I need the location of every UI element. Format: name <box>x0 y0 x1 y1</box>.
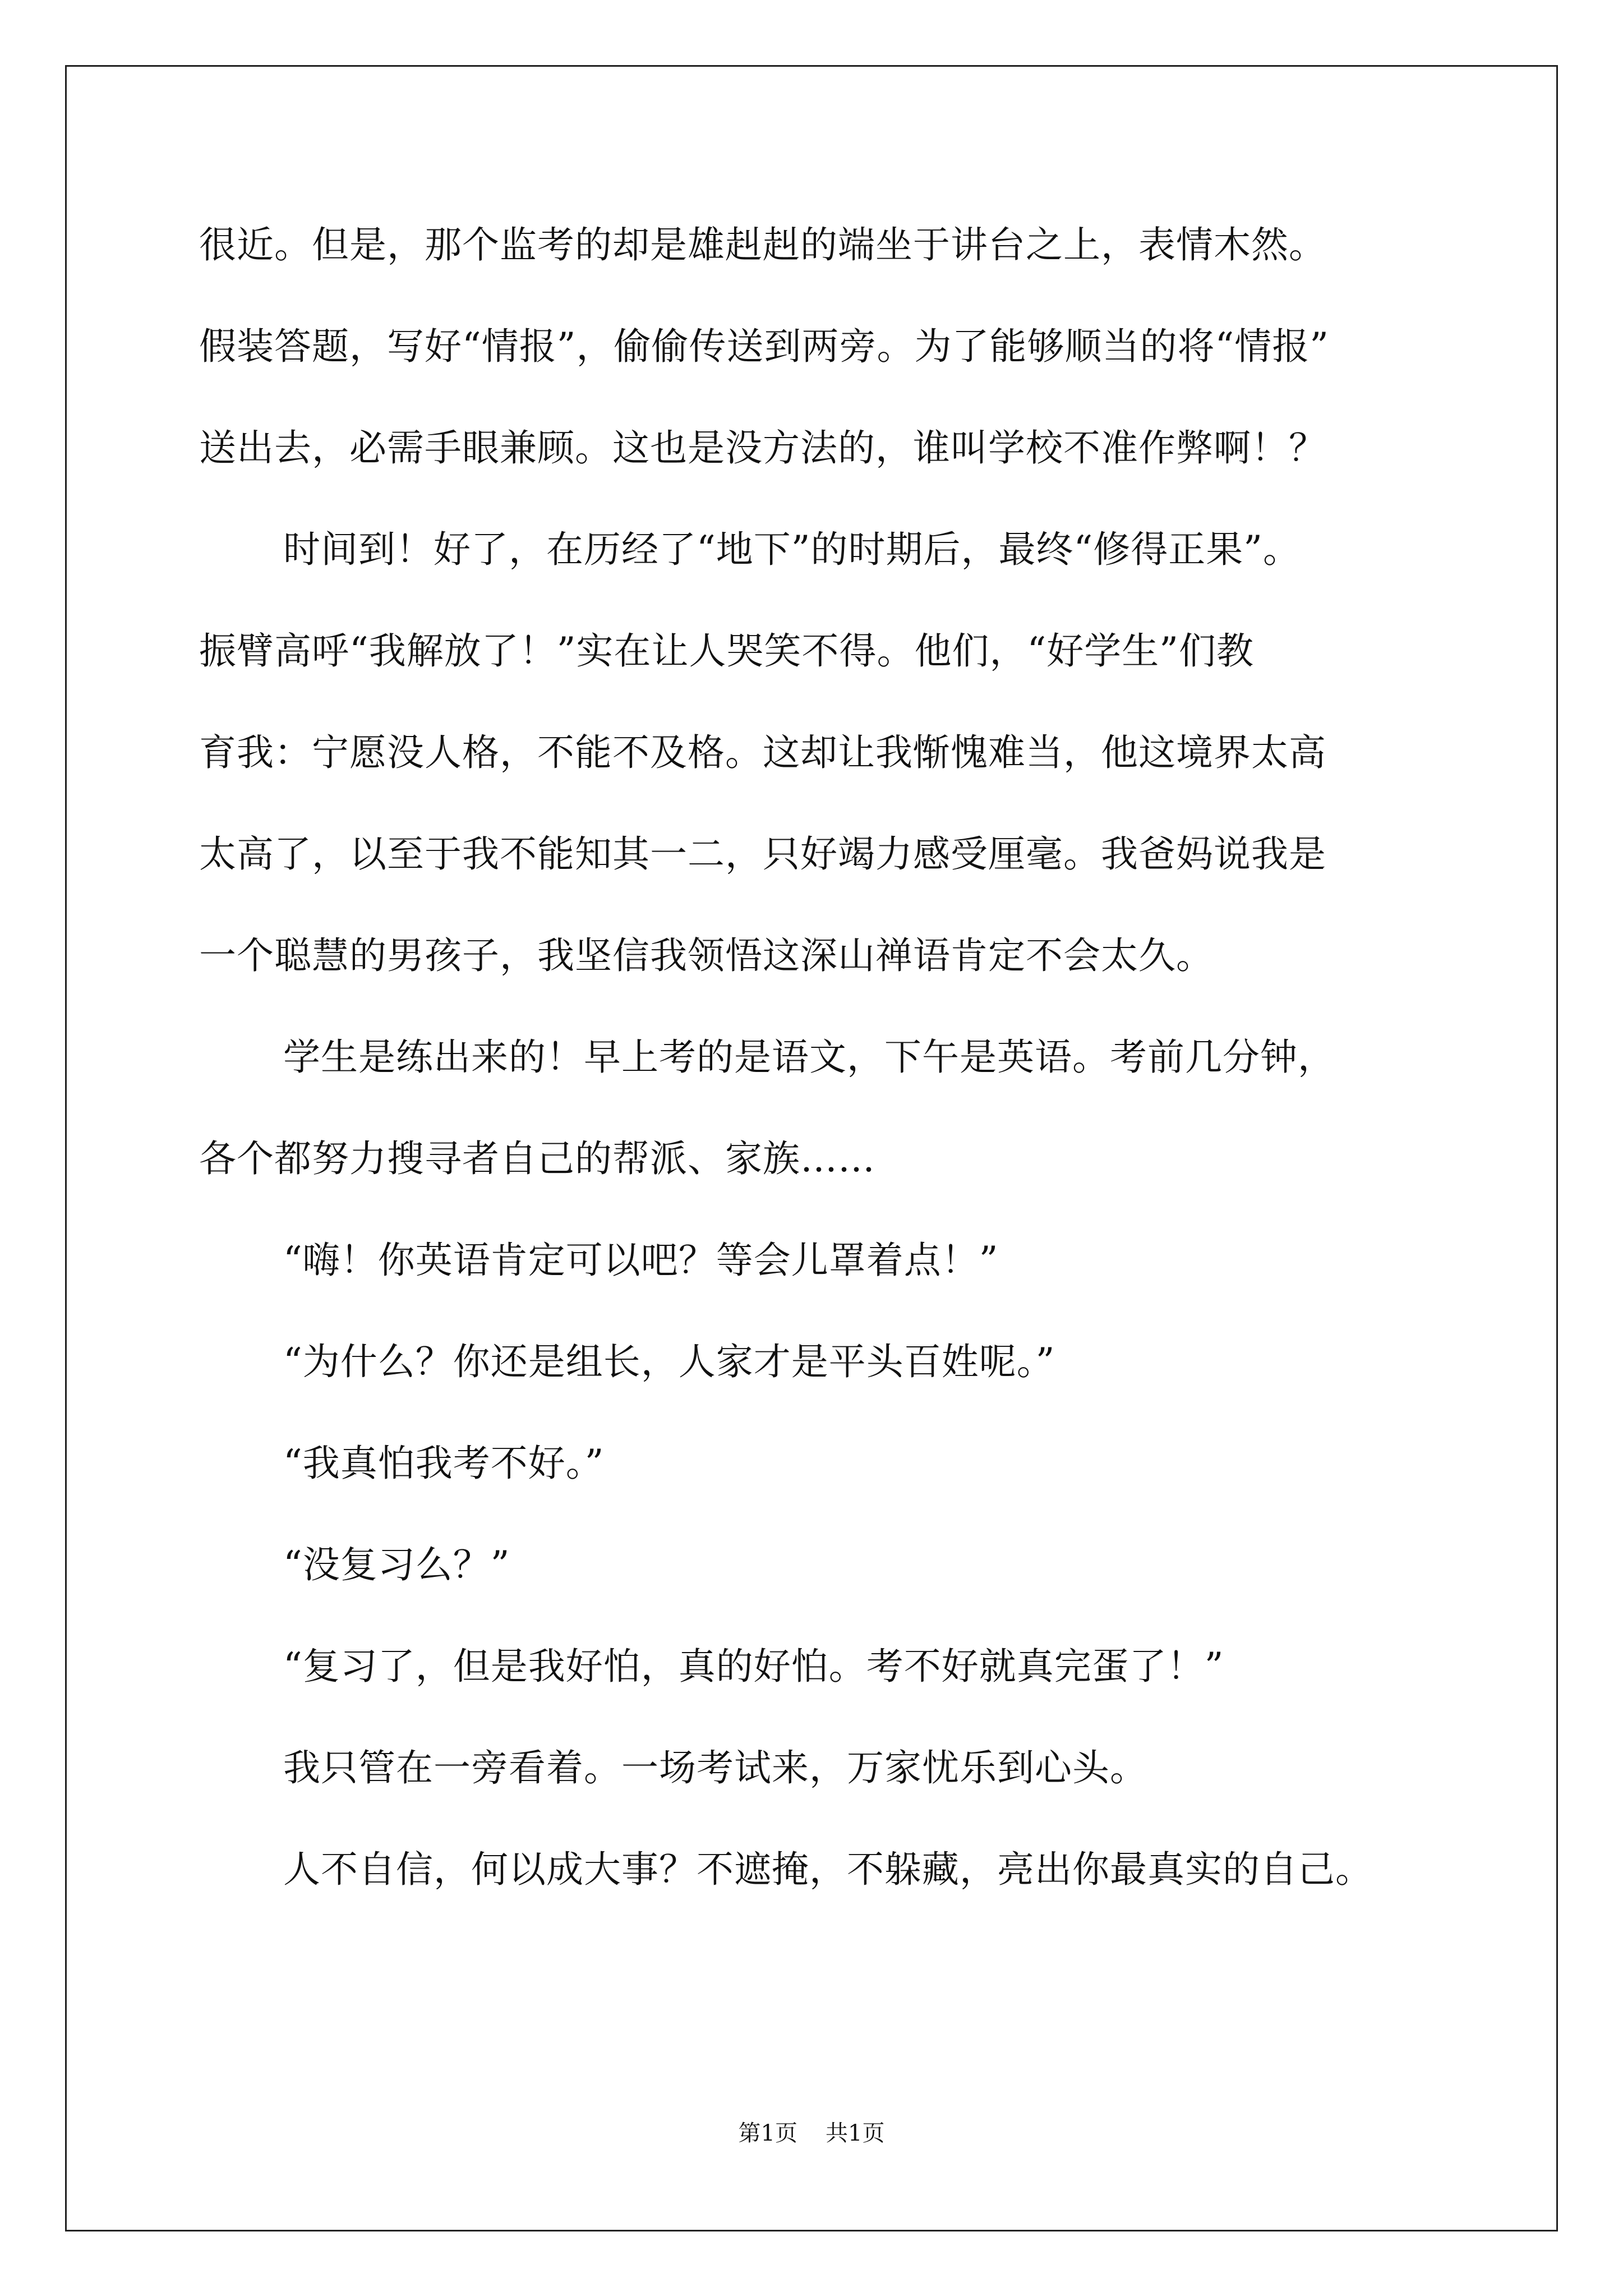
text-line-2: 假装答题，写好“情报”，偷偷传送到两旁。为了能够顺当的将“情报” <box>199 325 1329 368</box>
text-line-4: 时间到！好了，在历经了“地下”的时期后，最终“修得正果”。 <box>283 528 1301 571</box>
text-line-3: 送出去，必需手眼兼顾。这也是没方法的，谁叫学校不准作弊啊！？ <box>199 426 1326 470</box>
text-line-6: 育我：宁愿没人格，不能不及格。这却让我惭愧难当，他这境界太高 <box>199 731 1326 774</box>
text-line-7: 太高了，以至于我不能知其一二，只好竭力感受厘毫。我爸妈说我是 <box>199 832 1326 876</box>
page-footer <box>0 2118 1623 2149</box>
page-number-total: 共1页 <box>826 2120 885 2146</box>
text-line-1: 很近。但是，那个监考的却是雄赳赳的端坐于讲台之上，表情木然。 <box>199 223 1326 266</box>
dialogue-line-3: “我真怕我考不好。” <box>283 1442 605 1485</box>
text-line-11: 我只管在一旁看着。一场考试来，万家忧乐到心头。 <box>283 1746 1147 1789</box>
dialogue-line-4: “没复习么？” <box>283 1543 510 1586</box>
dialogue-line-5: “复习了，但是我好怕，真的好怕。考不好就真完蛋了！” <box>283 1645 1224 1688</box>
text-line-12: 人不自信，何以成大事？不遮掩，不躲藏，亮出你最真实的自己。 <box>283 1848 1373 1891</box>
page-number-current: 第1页 <box>738 2120 797 2146</box>
text-line-10: 各个都努力搜寻者自己的帮派、家族…… <box>199 1137 875 1180</box>
dialogue-line-1: “嗨！你英语肯定可以吧？等会儿罩着点！” <box>283 1239 999 1282</box>
text-line-8: 一个聪慧的男孩子，我坚信我领悟这深山禅语肯定不会太久。 <box>199 934 1214 977</box>
text-line-9: 学生是练出来的！早上考的是语文，下午是英语。考前几分钟， <box>283 1036 1335 1079</box>
dialogue-line-2: “为什么？你还是组长，人家才是平头百姓呢。” <box>283 1340 1055 1383</box>
text-line-5: 振臂高呼“我解放了！”实在让人哭笑不得。他们，“好学生”们教 <box>199 629 1254 673</box>
